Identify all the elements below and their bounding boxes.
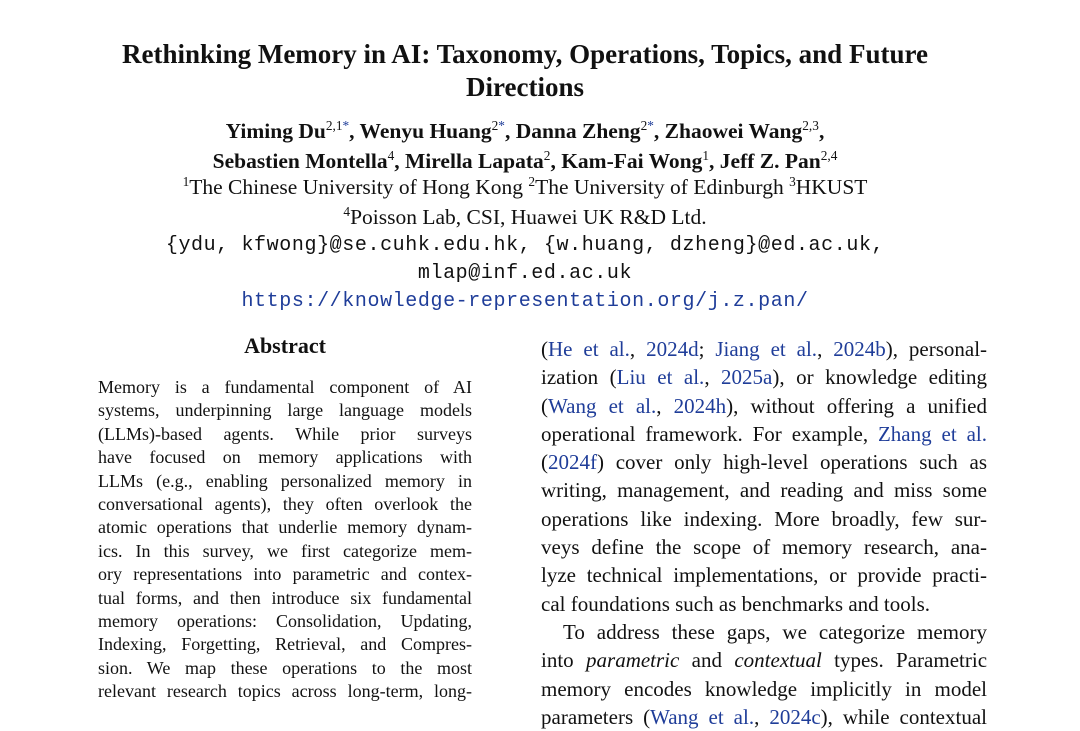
abstract-line: Memory is a fundamental component of AI [98,377,472,397]
body-line: lyze technical implementations, or provide practi- [541,563,987,588]
abstract-line: tual forms, and then introduce six fundamental [98,587,472,608]
body-line: writing, management, and reading and miss some [541,478,987,503]
citation-link[interactable]: Wang et al. [650,704,755,729]
abstract-line: sion. We map these operations to the most [98,657,472,678]
citation-link[interactable]: Liu et al. [616,365,705,390]
abstract-line: memory operations: Consolidation, Updating, [98,611,472,632]
author-emails [60,232,990,288]
author-list: Yiming $Du^{2,1*}$, Wenyu Huang$^{2*}$, Danna Zheng$^{2*}$, Zhaowei Wang$^{2,3}$, Sebastien Montella$^4$, Mirella Lapata$^2$, Kam-Fai Wong$^1$, Jeff Z. Pan$^{2,4}$ [212,117,838,173]
citation-link[interactable]: He et al. [548,337,630,361]
equal-contribution-mark: * [342,117,350,133]
abstract-line: ory representations into parametric and contex- [98,564,472,585]
citation-link[interactable]: Zhang et al. [877,421,987,446]
citation-link[interactable]: 2024b [833,337,886,361]
author-name: Yiming Du [225,119,326,143]
body-line: ization (Liu et al., 2025a), or knowledge editing [541,365,988,390]
citation-link[interactable]: Jiang et al. [715,337,818,361]
author-name: Sebastien Montella [212,149,388,173]
body-line: (2024f) cover only high-level operations such as [541,450,987,475]
citation-link[interactable]: 2024d [646,337,699,361]
body-line: operational framework. For example, Zhang et al. [541,421,987,446]
emphasis: parametric [586,648,680,673]
abstract-line: atomic operations that underlie memory dynam- [98,517,472,538]
paper-title: Rethinking Memory in AI: Taxonomy, Operations, Topics, and Future Directions [122,39,928,102]
affiliation: Poisson Lab, CSI, Huawei UK R&D Ltd. [350,205,707,229]
body-line: operations like indexing. More broadly, few sur- [541,506,987,531]
author-name: Danna Zheng [515,119,641,143]
email-line: mlap@inf.ed.ac.uk [417,262,633,285]
equal-contribution-mark: * [647,117,654,133]
author-name: Wenyu Huang [359,119,492,143]
abstract-heading: Abstract [244,333,326,358]
abstract-line: have focused on memory applications with [98,447,472,468]
body-line: To address these gaps, we categorize memory [563,619,987,644]
body-line: veys define the scope of memory research, ana- [541,535,987,560]
abstract-line: systems, underpinning large language models [98,400,472,421]
citation-link[interactable]: 2024f [548,450,597,475]
body-line: (Wang et al., 2024h), without offering a unified [541,393,987,418]
email-line: {ydu, kfwong}@se.cuhk.edu.hk, {w.huang, dzheng}@ed.ac.uk, [165,234,885,257]
affiliation: The University of Edinburgh [535,175,784,199]
affiliation: The Chinese University of Hong Kong [189,175,524,199]
author-name: Mirella Lapata [405,149,544,173]
affiliations: $^1$The Chinese University of Hong Kong $^2$The University of Edinburgh $^3$HKUST $^4$Poisson Lab, CSI, Huawei UK R&D Ltd. [182,173,868,229]
body-line: cal foundations such as benchmarks and tools. [541,591,930,616]
abstract-line: ics. In this survey, we first categorize mem- [98,540,472,561]
abstract-line: LLMs (e.g., enabling personalized memory in [98,470,472,491]
body-line: parameters (Wang et al., 2024c), while contextual [541,704,987,729]
body-line: into parametric and contextual types. Parametric [541,648,988,673]
abstract-line: conversational agents), they often overlook the [98,494,472,515]
emphasis: contextual [734,648,822,673]
abstract-text [98,376,472,704]
citation-link[interactable]: 2024c [769,704,821,729]
abstract-line: relevant research topics across long-term, long- [98,681,472,702]
abstract-line: (LLMs)-based agents. While prior surveys [98,423,472,444]
homepage-link[interactable]: https://knowledge-representation.org/j.z.pan/ [241,290,809,313]
body-line: memory encodes knowledge implicitly in model [541,676,987,701]
intro-column [541,335,987,731]
author-name: Jeff Z. Pan [719,149,821,173]
body-line: (He et al., 2024d; Jiang et al., 2024b), personal- [541,337,988,361]
citation-link[interactable]: Wang et al. [548,393,657,418]
citation-link[interactable]: 2025a [721,365,773,390]
equal-contribution-mark: * [498,117,505,133]
citation-link[interactable]: 2024h [673,393,727,418]
abstract-line: Indexing, Forgetting, Retrieval, and Compres- [98,634,472,655]
affiliation: HKUST [795,175,868,199]
author-name: Zhaowei Wang [664,119,803,143]
author-name: Kam-Fai Wong [561,149,703,173]
